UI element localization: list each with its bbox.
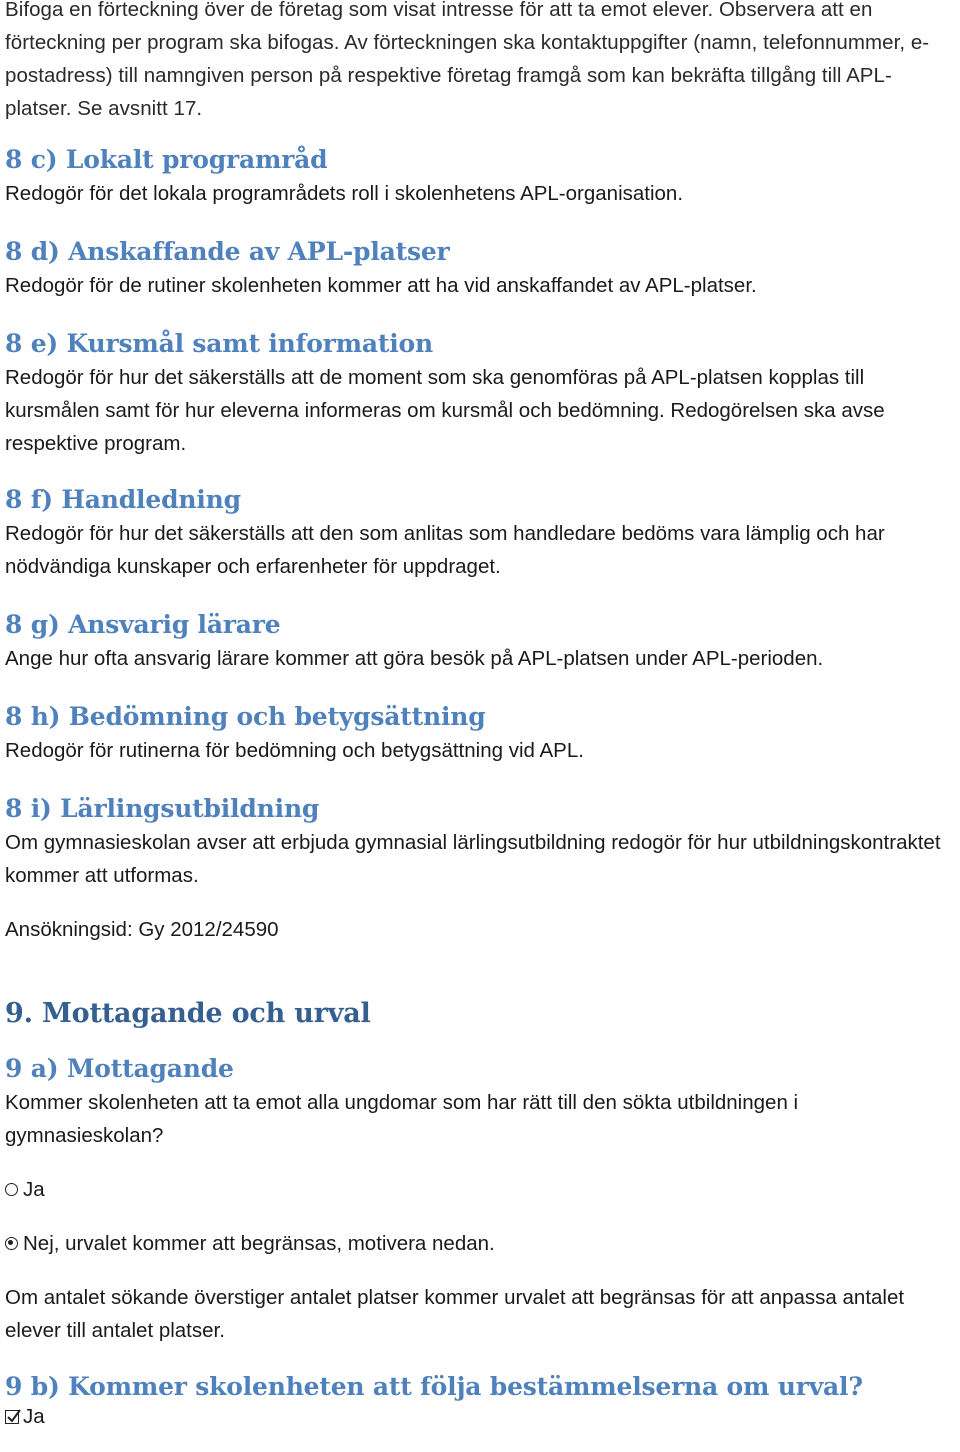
radio-option-nej[interactable] (5, 1227, 957, 1260)
checkbox-checked-icon[interactable] (5, 1410, 19, 1424)
radio-option-ja-label: Ja (23, 1178, 45, 1201)
section-8h-body: Redogör för rutinerna för bedömning och betygsättning vid APL. (5, 739, 584, 762)
section-8d (5, 235, 957, 302)
section-8c-body: Redogör för det lokala programrådets roll i skolenhetens APL-organisation. (5, 182, 684, 205)
checkbox-option-ja-label: Ja (23, 1405, 45, 1428)
section-9a-body: Kommer skolenheten att ta emot alla ungdomar som har rätt till den sökta utbildningen i gymnasieskolan? (5, 1091, 799, 1147)
section-8e-heading: 8 e) Kursmål samt information (5, 329, 433, 358)
section-8d-heading: 8 d) Anskaffande av APL-platser (5, 237, 450, 266)
section-9a-heading: 9 a) Mottagande (5, 1054, 234, 1083)
document-page (5, 0, 957, 1433)
section-8i-body: Om gymnasieskolan avser att erbjuda gymnasial lärlingsutbildning redogör för hur utbildningskontraktet kommer att utformas. (5, 831, 941, 887)
section-8e (5, 327, 957, 460)
section-8g (5, 608, 957, 675)
section-9a (5, 1052, 957, 1347)
checkmark-icon (5, 1407, 23, 1425)
section-8i-heading: 8 i) Lärlingsutbildning (5, 794, 320, 823)
section-8e-body: Redogör för hur det säkerställs att de moment som ska genomföras på APL-platsen kopplas till kursmålen samt för hur eleverna informeras om kursmål och bedömning. Redogörelsen ska avse respektive program. (5, 366, 885, 455)
checkbox-option-ja[interactable] (5, 1400, 957, 1433)
section-8f-heading: 8 f) Handledning (5, 485, 241, 514)
section-9 (5, 995, 957, 1033)
section-8f (5, 483, 957, 583)
section-9a-motivation: Om antalet sökande överstiger antalet platser kommer urvalet att begränsas för att anpassa antalet elever till antalet platser. (5, 1286, 905, 1342)
section-9-heading: 9. Mottagande och urval (5, 998, 371, 1029)
section-8g-heading: 8 g) Ansvarig lärare (5, 610, 281, 639)
radio-unchecked-icon[interactable] (5, 1183, 18, 1196)
section-9b (5, 1370, 957, 1433)
radio-option-nej-label: Nej, urvalet kommer att begränsas, motivera nedan. (23, 1232, 495, 1255)
section-8g-body: Ange hur ofta ansvarig lärare kommer att göra besök på APL-platsen under APL-perioden. (5, 647, 824, 670)
section-9b-heading: 9 b) Kommer skolenheten att följa bestämmelserna om urval? (5, 1372, 863, 1401)
section-8h-heading: 8 h) Bedömning och betygsättning (5, 702, 486, 731)
section-8c-heading: 8 c) Lokalt programråd (5, 145, 328, 174)
radio-checked-icon[interactable] (5, 1237, 18, 1250)
section-8h (5, 700, 957, 767)
radio-option-ja[interactable] (5, 1173, 957, 1206)
intro-paragraph: Bifoga en förteckning över de företag som visat intresse för att ta emot elever. Observera att en förteckning per program ska bifogas. Av förteckningen ska kontaktuppgifter (namn, telefonnummer, e-postadress) till namngiven person på respektive företag framgå som kan bekräfta tillgång till APL-platser. Se avsnitt 17. (5, 0, 930, 120)
section-8d-body: Redogör för de rutiner skolenheten kommer att ha vid anskaffandet av APL-platser. (5, 274, 757, 297)
section-8f-body: Redogör för hur det säkerställs att den som anlitas som handledare bedöms vara lämplig och har nödvändiga kunskaper och erfarenheter för uppdraget. (5, 522, 885, 578)
section-8i (5, 792, 957, 892)
application-id: Ansökningsid: Gy 2012/24590 (5, 918, 279, 941)
section-8c (5, 143, 957, 210)
